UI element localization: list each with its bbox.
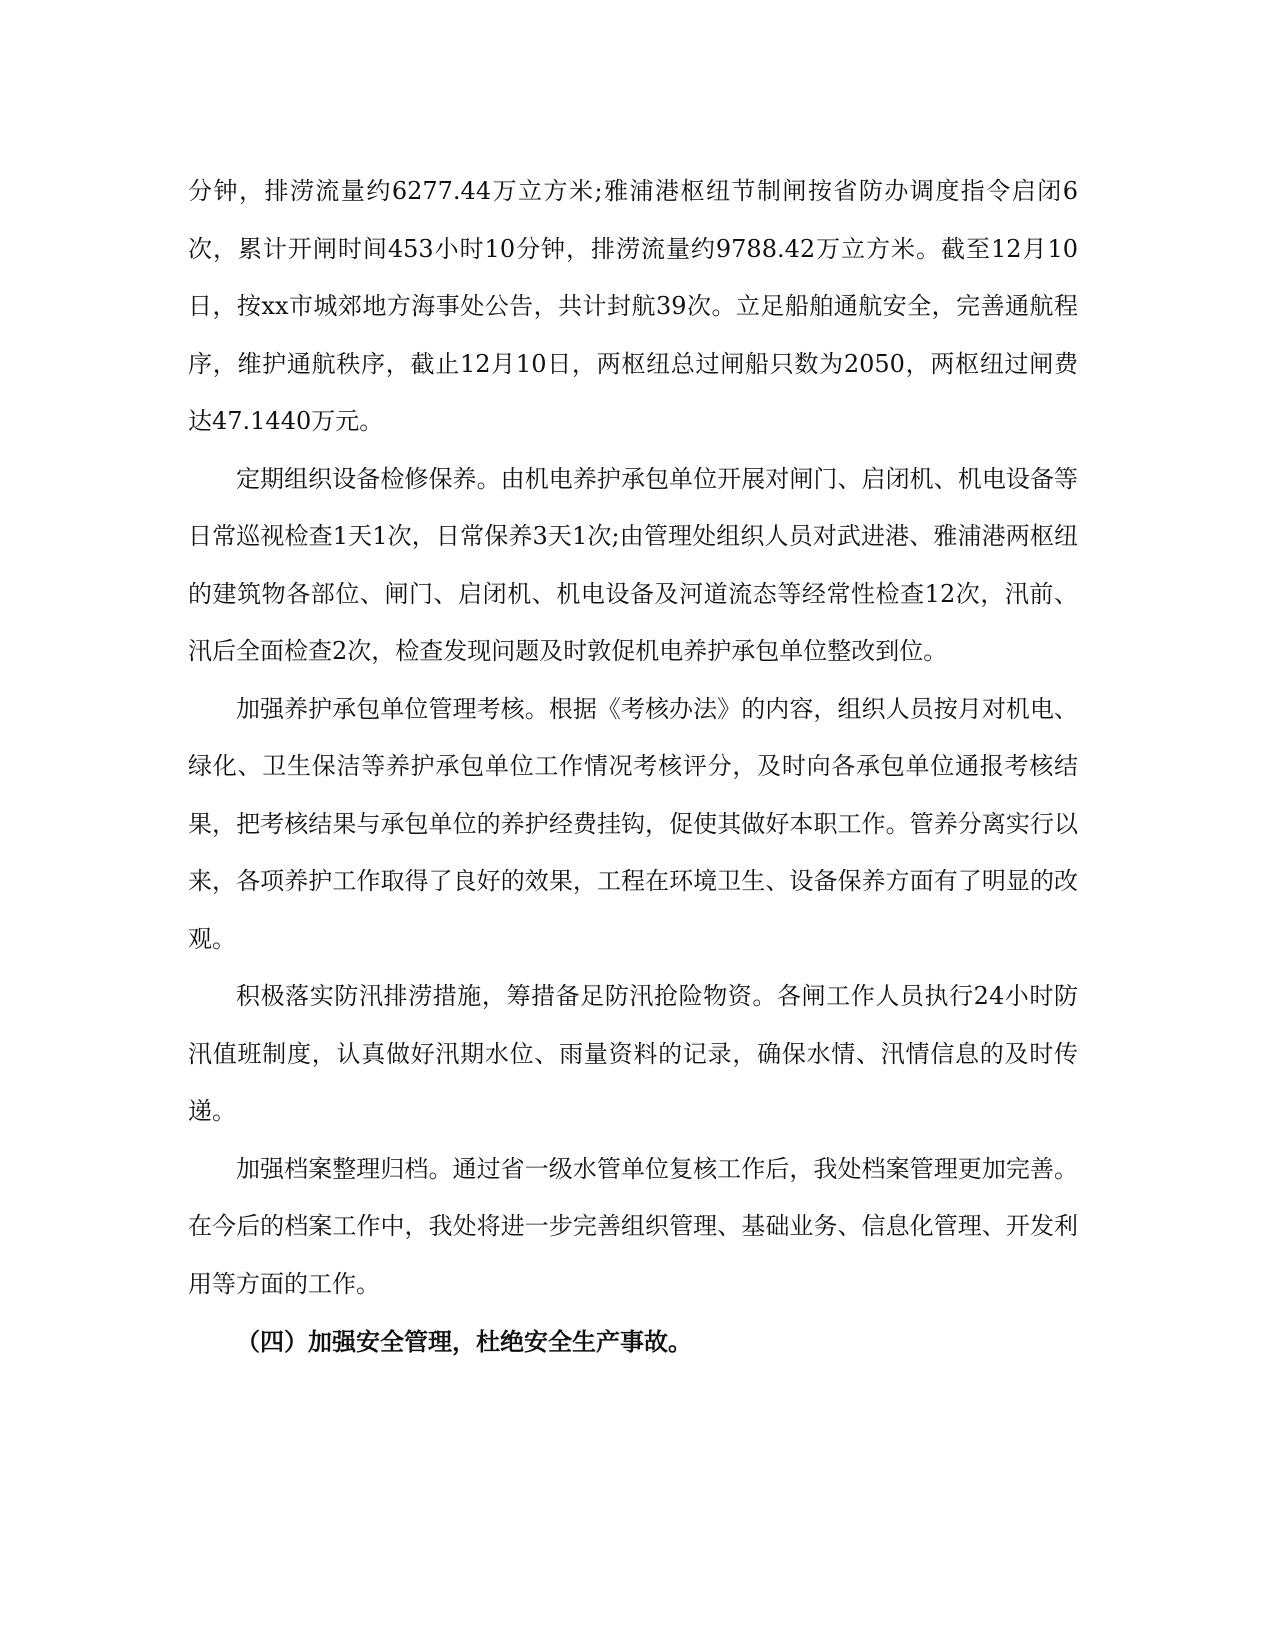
paragraph-archive-management: 加强档案整理归档。通过省一级水管单位复核工作后，我处档案管理更加完善。在今后的档案工作中，我处将进一步完善组织管理、基础业务、信息化管理、开发利用等方面的工作。	[188, 1154, 1078, 1298]
paragraph-equipment-maintenance: 定期组织设备检修保养。由机电养护承包单位开展对闸门、启闭机、机电设备等日常巡视检查1天1次，日常保养3天1次;由管理处组织人员对武进港、雅浦港两枢纽的建筑物各部位、闸门、启闭机、机电设备及河道流态等经常性检查12次，汛前、汛后全面检查2次，检查发现问题及时敦促机电养护承包单位整改到位。	[188, 464, 1078, 665]
paragraph-flood-control-measures: 积极落实防汛排涝措施，筹措备足防汛抢险物资。各闸工作人员执行24小时防汛值班制度，认真做好汛期水位、雨量资料的记录，确保水情、汛情信息的及时传递。	[188, 982, 1078, 1125]
section-heading-safety-management: （四）加强安全管理，杜绝安全生产事故。	[236, 1327, 692, 1356]
paragraph-flood-drainage-navigation: 分钟，排涝流量约6277.44万立方米;雅浦港枢纽节制闸按省防办调度指令启闭6次，累计开闸时间453小时10分钟，排涝流量约9788.42万立方米。截至12月10日，按xx市城郊地方海事处公告，共计封航39次。立足船舶通航安全，完善通航程序，维护通航秩序，截止12月10日，两枢纽总过闸船只数为2050，两枢纽过闸费达47.1440万元。	[188, 177, 1078, 435]
document-body	[188, 163, 1078, 1371]
paragraph-contractor-assessment: 加强养护承包单位管理考核。根据《考核办法》的内容，组织人员按月对机电、绿化、卫生保洁等养护承包单位工作情况考核评分，及时向各承包单位通报考核结果，把考核结果与承包单位的养护经费挂钩，促使其做好本职工作。管养分离实行以来，各项养护工作取得了良好的效果，工程在环境卫生、设备保养方面有了明显的改观。	[188, 694, 1078, 953]
